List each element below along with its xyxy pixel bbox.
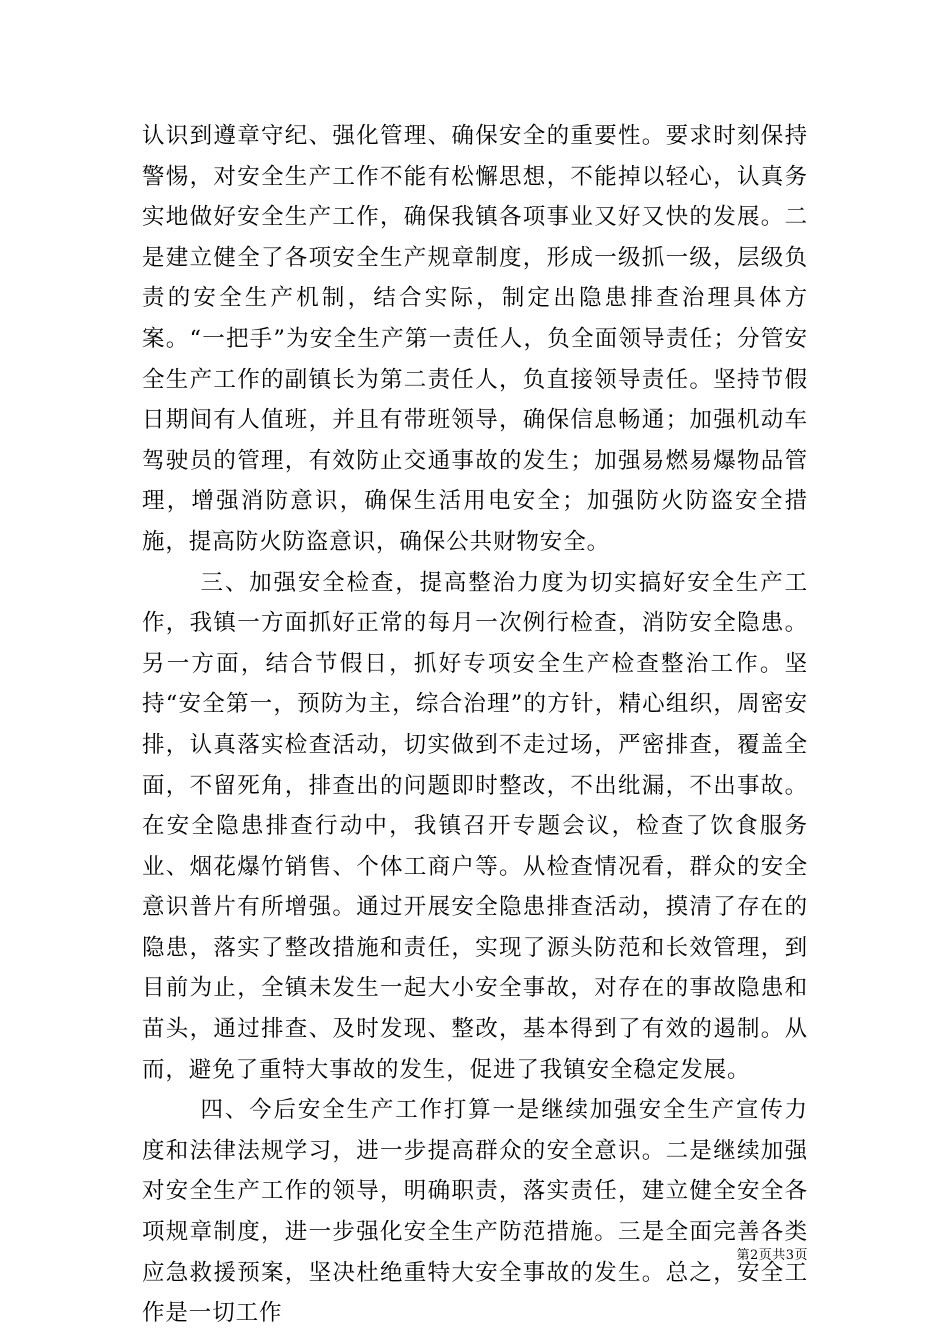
page-number-footer: 第2页共3页 <box>736 1248 808 1263</box>
paragraph-future-plans: 四、今后安全生产工作打算一是继续加强安全生产宣传力度和法律法规学习，进一步提高群众的安全意识。二是继续加强对安全生产工作的领导，明确职责，落实责任，建立健全安全各项规章制度，进一步强化安全生产防范措施。三是全面完善各类应急救援预案，坚决杜绝重特大安全事故的发生。总之，安全工作是一切工作 <box>142 1097 808 1327</box>
document-body <box>142 116 808 1334</box>
paragraph-safety-inspection: 三、加强安全检查，提高整治力度为切实搞好安全生产工作，我镇一方面抓好正常的每月一次例行检查，消防安全隐患。另一方面，结合节假日，抓好专项安全生产检查整治工作。坚持“安全第一，预防为主，综合治理”的方针，精心组织，周密安排，认真落实检查活动，切实做到不走过场，严密排查，覆盖全面，不留死角，排查出的问题即时整改，不出纰漏，不出事故。在安全隐患排查行动中，我镇召开专题会议，检查了饮食服务业、烟花爆竹销售、个体工商户等。从检查情况看，群众的安全意识普片有所增强。通过开展安全隐患排查活动，摸清了存在的隐患，落实了整改措施和责任，实现了源头防范和长效管理，到目前为止，全镇未发生一起大小安全事故，对存在的事故隐患和苗头，通过排查、及时发现、整改，基本得到了有效的遏制。从而，避免了重特大事故的发生，促进了我镇安全稳定发展。 <box>142 569 808 1083</box>
paragraph-continuation: 认识到遵章守纪、强化管理、确保安全的重要性。要求时刻保持警惕，对安全生产工作不能有松懈思想，不能掉以轻心，认真务实地做好安全生产工作，确保我镇各项事业又好又快的发展。二是建立健全了各项安全生产规章制度，形成一级抓一级，层级负责的安全生产机制，结合实际，制定出隐患排查治理具体方案。“一把手”为安全生产第一责任人，负全面领导责任；分管安全生产工作的副镇长为第二责任人，负直接领导责任。坚持节假日期间有人值班，并且有带班领导，确保信息畅通；加强机动车驾驶员的管理，有效防止交通事故的发生；加强易燃易爆物品管理，增强消防意识，确保生活用电安全；加强防火防盗安全措施，提高防火防盗意识，确保公共财物安全。 <box>142 123 808 555</box>
